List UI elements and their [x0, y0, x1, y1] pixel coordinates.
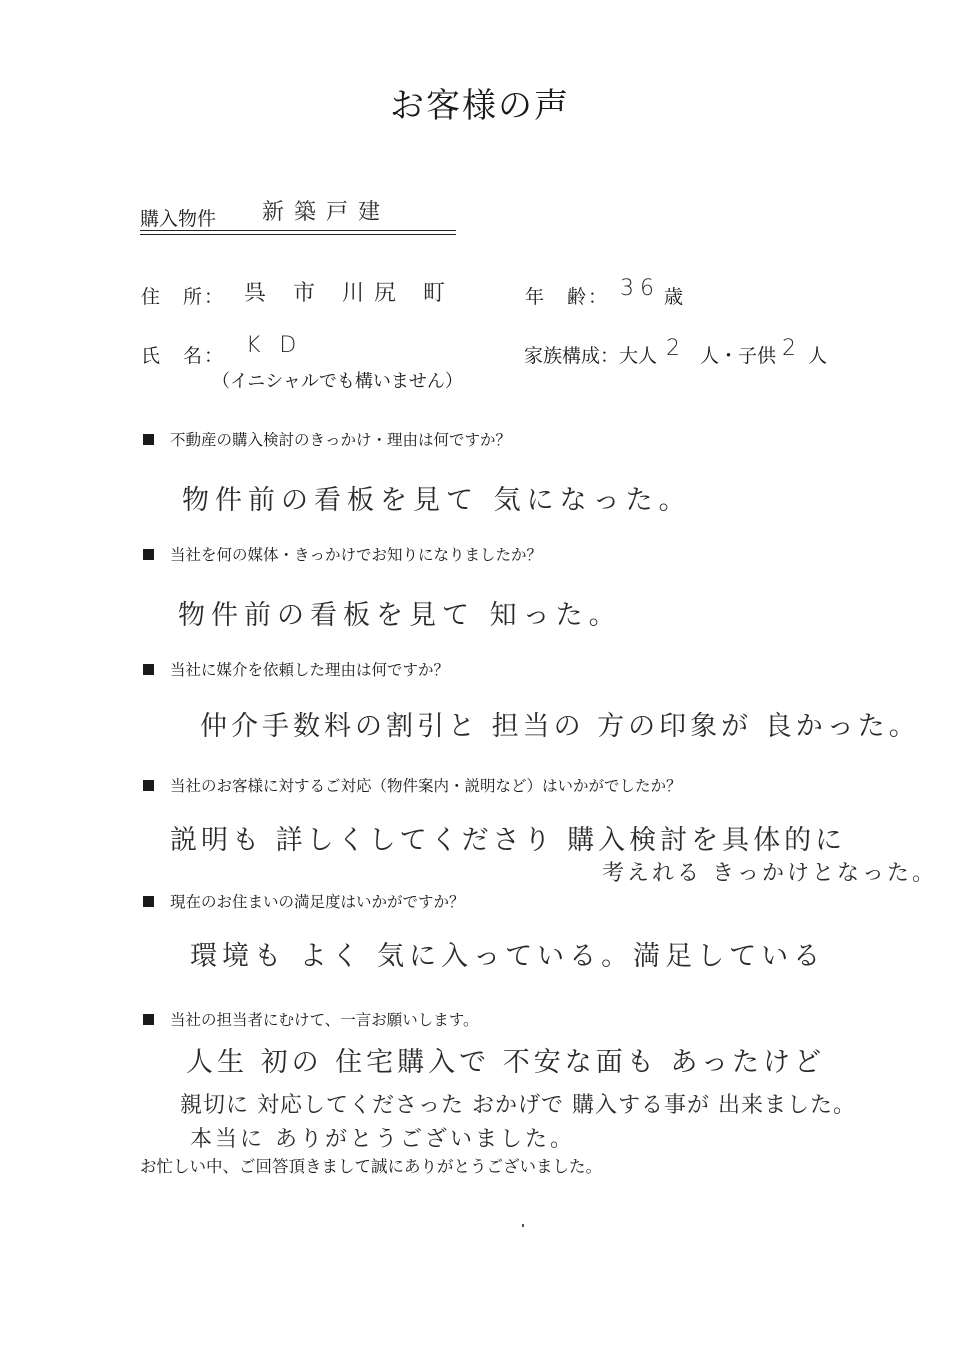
question-2 [143, 543, 542, 565]
property-label: 購入物件 [140, 208, 217, 230]
name-note: （イニシャルでも構いません） [212, 371, 463, 392]
age-value: 36 [620, 276, 660, 301]
answer-6-line-3: 本当に ありがとうございました。 [190, 1127, 575, 1152]
age-label: 年 齢： [525, 286, 610, 308]
question-3 [143, 658, 449, 680]
property-value: 新築戸建 [262, 200, 391, 225]
answer-4-line-2: 考えれる きっかけとなった。 [602, 861, 937, 886]
family-adults-unit: 人・ [700, 345, 739, 367]
answer-5-line-1: 環境も よく 気に入っている。満足している [190, 941, 826, 972]
question-6 [143, 1008, 478, 1030]
address-value: 呉 市 川尻 町 [244, 281, 455, 306]
answer-4-line-1: 説明も 詳しくしてくださり 購入検討を具体的に [170, 825, 847, 856]
question-4 [143, 774, 682, 796]
address-label: 住 所： [141, 286, 226, 308]
closing-message: お忙しい中、ご回答頂きまして誠にありがとうございました。 [140, 1157, 602, 1176]
family-children-value: 2 [782, 336, 802, 361]
bullet-square-icon [143, 549, 154, 560]
question-2-text: 当社を何の媒体・きっかけでお知りになりましたか？ [170, 546, 543, 564]
question-1 [143, 428, 511, 450]
question-5 [143, 890, 465, 912]
answer-1-line-1: 物件前の看板を見て 気になった。 [182, 485, 692, 516]
property-underline [140, 230, 456, 231]
property-underline-2 [140, 234, 456, 235]
bullet-square-icon [143, 896, 154, 907]
page-title: お客様の声 [390, 86, 570, 126]
family-adults-label: 大人 [619, 345, 658, 367]
family-label: 家族構成： [524, 345, 620, 367]
question-4-text: 当社のお客様に対するご対応（物件案内・説明など）はいかがでしたか？ [170, 777, 682, 795]
answer-2-line-1: 物件前の看板を見て 知った。 [178, 600, 622, 631]
bullet-square-icon [143, 1014, 154, 1025]
family-children-unit: 人 [808, 345, 828, 367]
answer-6-line-1: 人生 初の 住宅購入で 不安な面も あったけど [186, 1047, 826, 1078]
question-3-text: 当社に媒介を依頼した理由は何ですか？ [170, 661, 450, 679]
question-1-text: 不動産の購入検討のきっかけ・理由は何ですか？ [170, 431, 512, 449]
bullet-square-icon [143, 780, 154, 791]
age-unit: 歳 [664, 286, 684, 308]
scan-speck [522, 1224, 524, 1227]
answer-3-line-1: 仲介手数料の割引と 担当の 方の印象が 良かった。 [200, 711, 920, 742]
bullet-square-icon [143, 664, 154, 675]
name-label: 氏 名： [141, 345, 226, 367]
family-adults-value: 2 [666, 336, 686, 361]
name-value: K D [246, 333, 303, 358]
bullet-square-icon [143, 434, 154, 445]
question-5-text: 現在のお住まいの満足度はいかがですか？ [170, 893, 465, 911]
question-6-text: 当社の担当者にむけて、一言お願いします。 [170, 1011, 479, 1029]
family-children-label: 子供 [738, 345, 777, 367]
answer-6-line-2: 親切に 対応してくださった おかげで 購入する事が 出来ました。 [180, 1093, 856, 1118]
